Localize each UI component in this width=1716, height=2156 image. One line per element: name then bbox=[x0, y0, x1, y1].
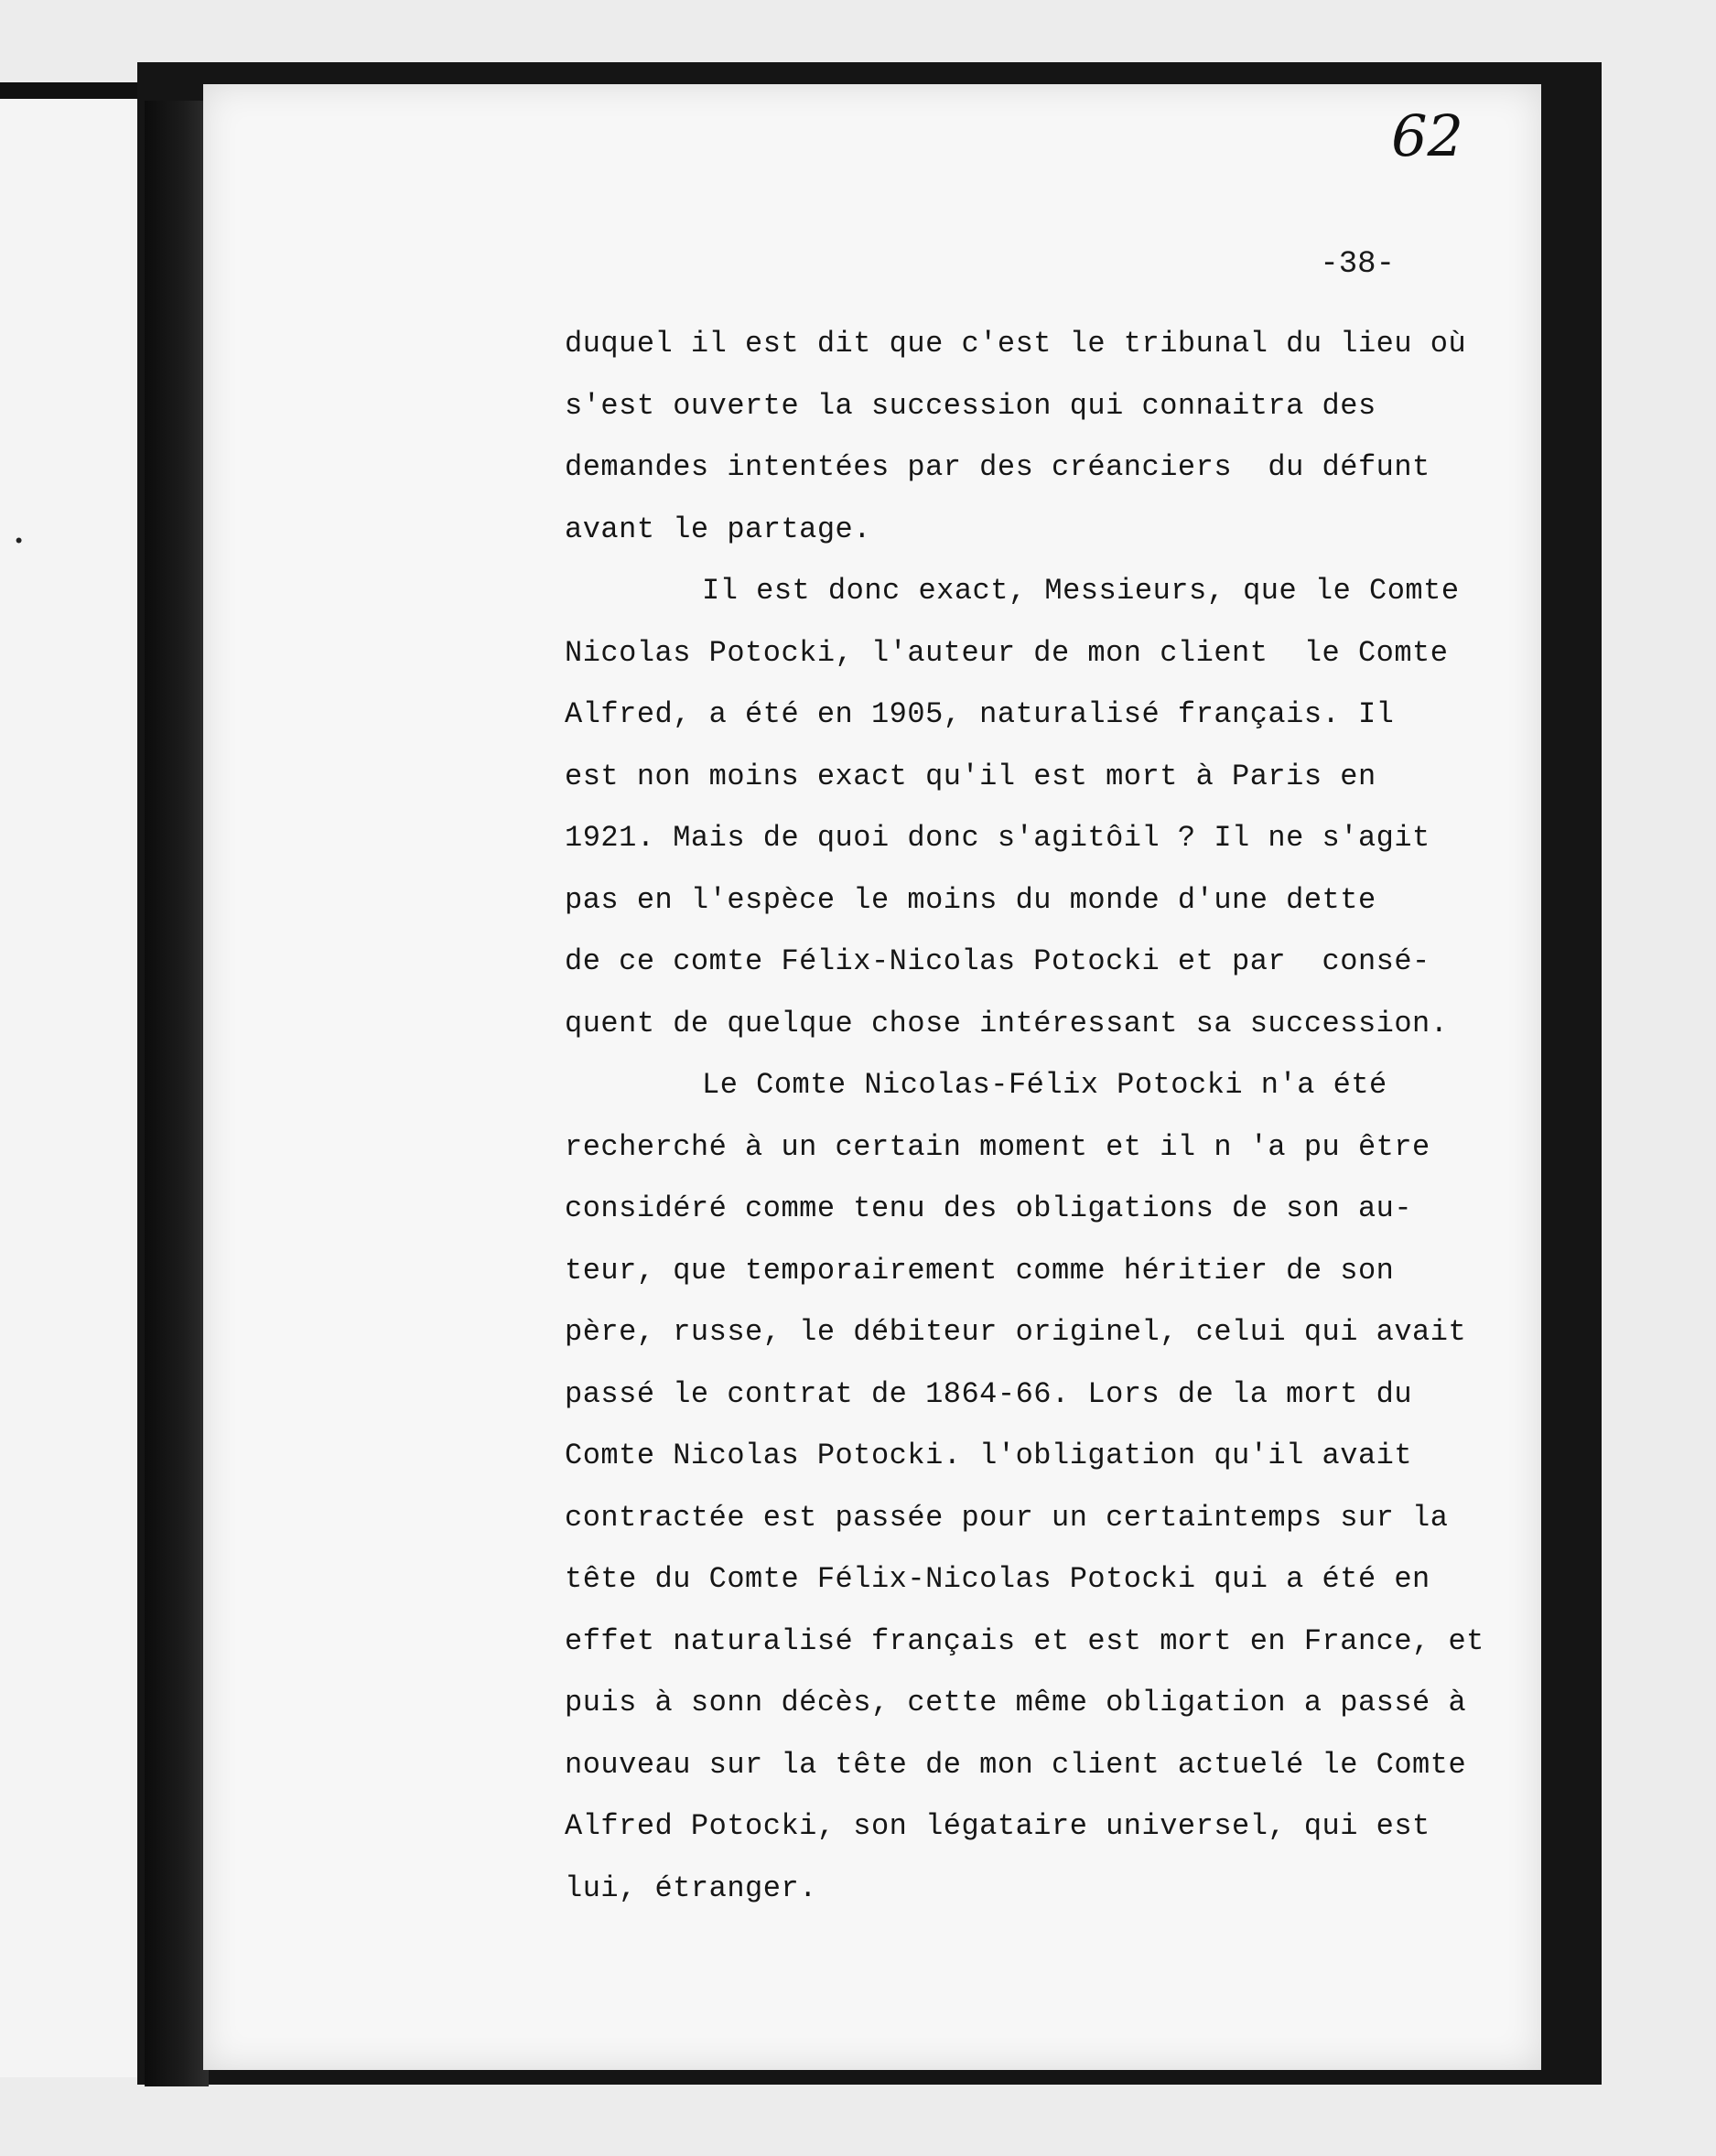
facing-page-edge bbox=[0, 82, 142, 99]
text-line: avant le partage. bbox=[565, 512, 871, 546]
text-line: s'est ouverte la succession qui connaitra des bbox=[565, 388, 1376, 423]
text-line: Alfred Potocki, son légataire universel, qui est bbox=[565, 1809, 1430, 1843]
text-line: considéré comme tenu des obligations de son au- bbox=[565, 1191, 1413, 1225]
text-line: pas en l'espèce le moins du monde d'une dette bbox=[565, 882, 1376, 917]
text-line: Il est donc exact, Messieurs, que le Comte bbox=[702, 574, 1460, 608]
text-line: quent de quelque chose intéressant sa succession. bbox=[565, 1006, 1449, 1040]
text-line: contractée est passée pour un certaintemps sur la bbox=[565, 1500, 1449, 1535]
text-line: Alfred, a été en 1905, naturalisé français. Il bbox=[565, 697, 1395, 731]
text-line: 1921. Mais de quoi donc s'agitôil ? Il ne s'agit bbox=[565, 821, 1430, 855]
facing-page bbox=[0, 82, 146, 2077]
text-line: père, russe, le débiteur originel, celui qui avait bbox=[565, 1315, 1467, 1349]
binding-spine bbox=[145, 101, 209, 2086]
text-line: teur, que temporairement comme héritier de son bbox=[565, 1253, 1395, 1288]
text-line: recherché à un certain moment et il n 'a pu être bbox=[565, 1129, 1430, 1164]
text-line: demandes intentées par des créanciers du défunt bbox=[565, 450, 1430, 484]
text-line: nouveau sur la tête de mon client actuelé le Comte bbox=[565, 1747, 1467, 1782]
text-line: Nicolas Potocki, l'auteur de mon client le Comte bbox=[565, 635, 1449, 670]
text-line: effet naturalisé français et est mort en France, et bbox=[565, 1623, 1484, 1658]
text-line: puis à sonn décès, cette même obligation a passé à bbox=[565, 1686, 1467, 1719]
text-line: tête du Comte Félix-Nicolas Potocki qui a été en bbox=[565, 1562, 1430, 1596]
body-text bbox=[565, 313, 1498, 1919]
typed-page bbox=[203, 84, 1541, 2070]
text-line: est non moins exact qu'il est mort à Paris en bbox=[565, 759, 1376, 793]
folio-number: 62 bbox=[1391, 102, 1463, 169]
text-line: de ce comte Félix-Nicolas Potocki et par consé- bbox=[565, 944, 1430, 978]
page-number: -38- bbox=[1320, 247, 1395, 282]
text-line: Comte Nicolas Potocki. l'obligation qu'il avait bbox=[565, 1439, 1413, 1472]
text-line: passé le contrat de 1864-66. Lors de la mort du bbox=[565, 1376, 1413, 1411]
text-line: Le Comte Nicolas-Félix Potocki n'a été bbox=[702, 1068, 1387, 1102]
text-line: duquel il est dit que c'est le tribunal du lieu où bbox=[565, 327, 1467, 361]
text-line: lui, étranger. bbox=[565, 1870, 817, 1905]
margin-speck: • bbox=[13, 531, 26, 554]
